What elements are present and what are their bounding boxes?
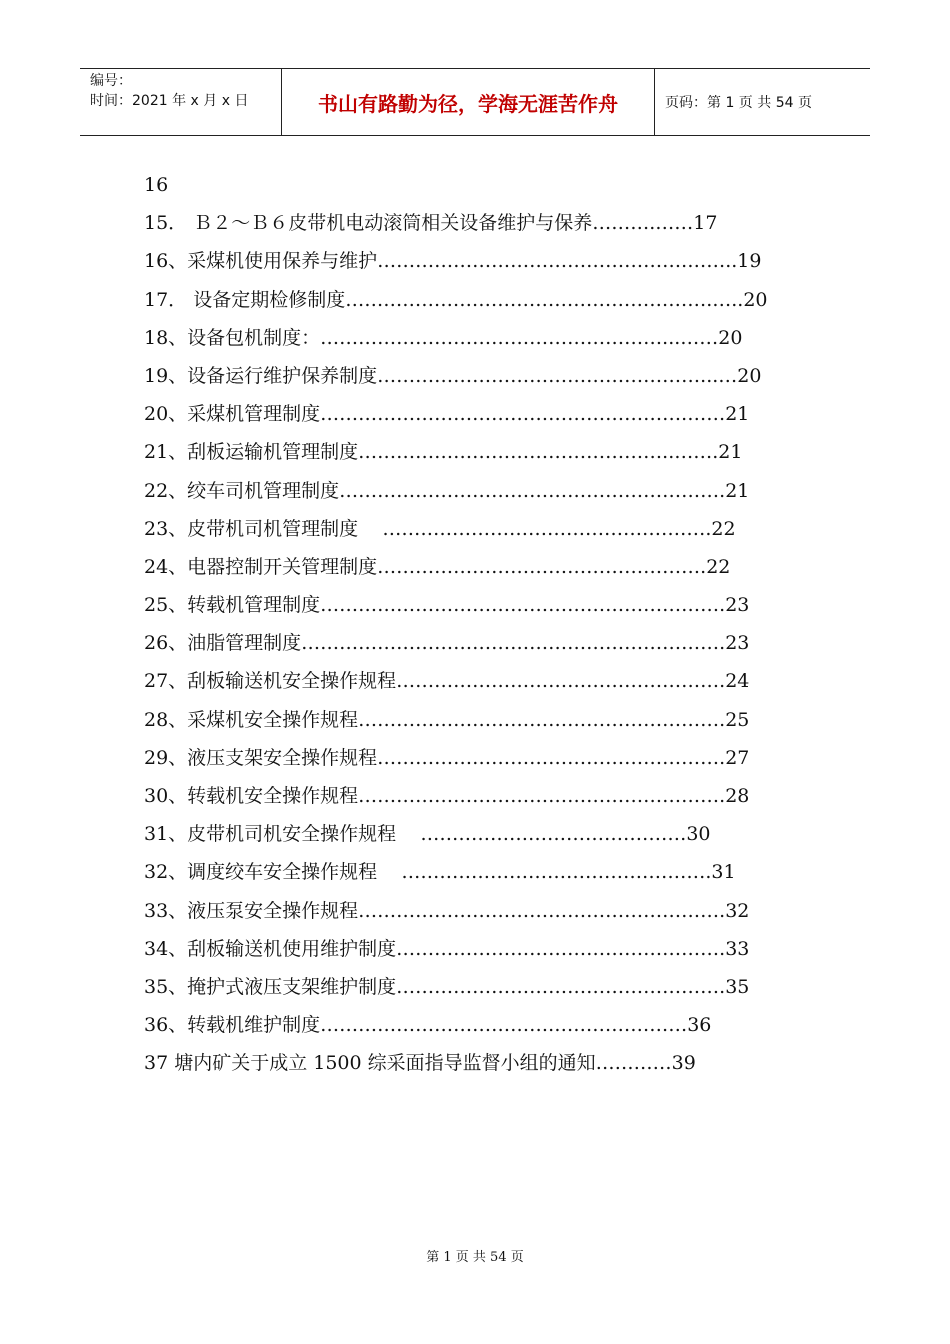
toc-item: 37 塘内矿关于成立 1500 综采面指导监督小组的通知…………39	[144, 1052, 696, 1075]
toc-item: 21、刮板运输机管理制度…………………………………………..…….21	[144, 441, 743, 464]
toc-item: 29、液压支架安全操作规程……………………………………………….27	[144, 746, 750, 769]
page-footer: 第 1 页 共 54 页	[426, 1250, 524, 1265]
toc-item: 18、设备包机制度：………………………………………………...……20	[144, 326, 743, 349]
toc-item: 20、采煤机管理制度………………………………………………….……21	[144, 403, 750, 426]
toc-item: 31、皮带机司机安全操作规程 ……………………………………30	[144, 823, 711, 846]
toc-item: 25、转载机管理制度……………………………………………………….23	[144, 594, 750, 617]
toc-item: 26、油脂管理制度………………………………………………………….23	[144, 632, 750, 655]
toc-item: 17． 设备定期检修制度………………………………………………….…..20	[144, 288, 768, 311]
number-label: 编号：	[90, 73, 132, 89]
toc-item: 24、电器控制开关管理制度…………………………………………….22	[144, 555, 731, 578]
time-label: 时间：2021 年 x 月 x 日	[90, 93, 249, 109]
header-motto: 书山有路勤为径，学海无涯苦作舟	[282, 69, 655, 135]
toc-item: 36、转载机维护制度……………………………….…………………36	[144, 1014, 712, 1037]
header-page-info: 页码：第 1 页 共 54 页	[665, 95, 812, 111]
toc-item: 15． Ｂ２～Ｂ６皮带机电动滚筒相关设备维护与保养……….……17	[144, 212, 718, 235]
toc-item: 19、设备运行维护保养制度……………………………………………...…20	[144, 364, 762, 387]
table-of-contents	[144, 166, 824, 1083]
toc-item: 35、掩护式液压支架维护制度…………………………………………….35	[144, 975, 750, 998]
toc-item: 28、采煤机安全操作规程………………………………………………….25	[144, 708, 750, 731]
toc-item: 22、绞车司机管理制度…………………………………………………….21	[144, 479, 750, 502]
toc-item: 30、转载机安全操作规程………………………………………………….28	[144, 785, 750, 807]
toc-item: 16	[144, 174, 169, 196]
toc-item: 16、采煤机使用保养与维护………………………………………….……..19	[144, 250, 762, 273]
toc-item: 23、皮带机司机管理制度 …………………………………………….22	[144, 517, 736, 540]
toc-item: 34、刮板输送机使用维护制度…………………………………………….33	[144, 937, 750, 960]
toc-item: 27、刮板输送机安全操作规程…………………………………………….24	[144, 670, 750, 693]
toc-item: 32、调度绞车安全操作规程 ………………………………………….31	[144, 861, 736, 884]
header-meta	[80, 69, 282, 135]
toc-item: 33、液压泵安全操作规程………………………………………………….32	[144, 899, 750, 922]
page-header	[80, 68, 870, 136]
